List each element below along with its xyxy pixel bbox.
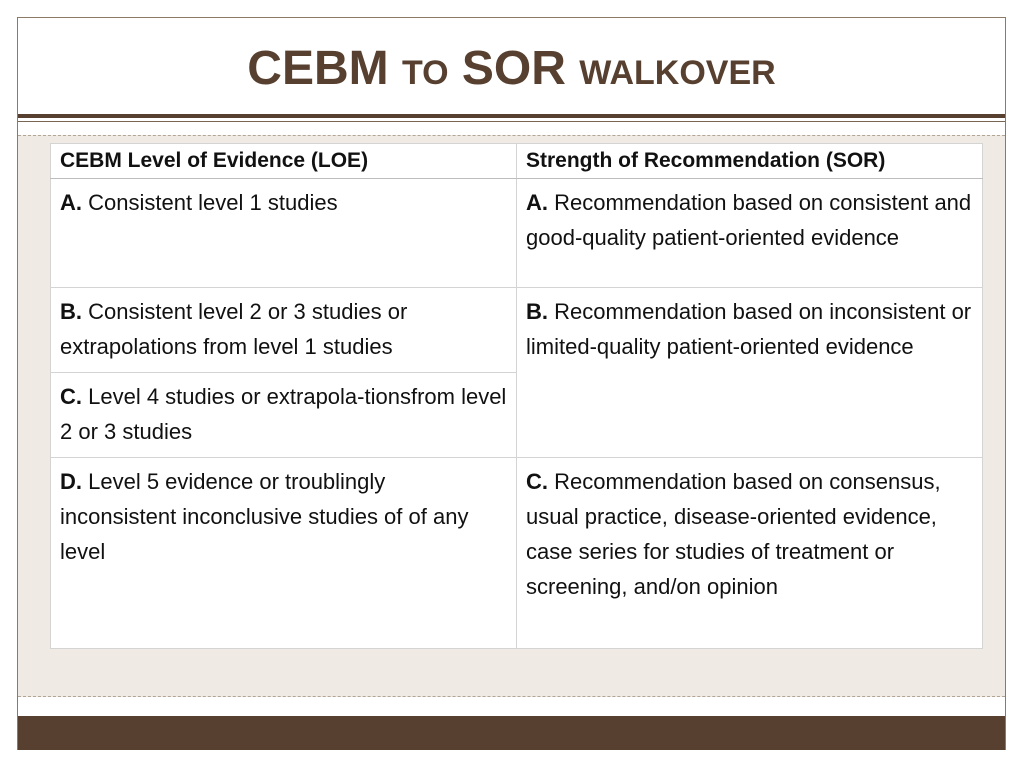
loe-letter-c: C. — [60, 384, 82, 409]
title-word-to: TO — [401, 54, 449, 92]
title-word-walkover: WALKOVER — [579, 54, 776, 92]
loe-text-d: Level 5 evidence or troublingly inconsistent inconclusive studies of of any level — [60, 469, 469, 564]
sor-cell-a — [517, 179, 983, 288]
slide-title — [247, 39, 775, 93]
table-row — [51, 458, 983, 649]
title-word-sor: SOR — [461, 42, 566, 95]
sor-letter-a: A. — [526, 190, 548, 215]
loe-sor-table — [50, 143, 983, 649]
footer-bar — [18, 716, 1005, 750]
loe-text-c: Level 4 studies or extrapola-tionsfrom level 2 or 3 studies — [60, 384, 507, 444]
header-loe: CEBM Level of Evidence (LOE) — [51, 144, 517, 179]
sor-letter-c: C. — [526, 469, 548, 494]
loe-letter-a: A. — [60, 190, 82, 215]
sor-cell-c — [517, 458, 983, 649]
loe-text-a: Consistent level 1 studies — [82, 190, 338, 215]
loe-letter-d: D. — [60, 469, 82, 494]
loe-cell-a — [51, 179, 517, 288]
sor-text-b: Recommendation based on inconsistent or limited-quality patient-oriented evidence — [526, 299, 972, 359]
sor-letter-b: B. — [526, 299, 548, 324]
loe-cell-b — [51, 288, 517, 373]
loe-cell-d — [51, 458, 517, 649]
loe-letter-b: B. — [60, 299, 82, 324]
title-word-cebm: CEBM — [247, 42, 389, 95]
title-divider-thick — [18, 114, 1005, 118]
header-sor: Strength of Recommendation (SOR) — [517, 144, 983, 179]
sor-text-a: Recommendation based on consistent and good-quality patient-oriented evidence — [526, 190, 972, 250]
sor-cell-b — [517, 288, 983, 458]
title-divider-thin — [18, 121, 1005, 122]
sor-text-c: Recommendation based on consensus, usual practice, disease-oriented evidence, case series for studies of treatment or screening, and/on opinion — [526, 469, 941, 599]
table-row — [51, 179, 983, 288]
loe-cell-c — [51, 373, 517, 458]
table-row — [51, 288, 983, 373]
loe-text-b: Consistent level 2 or 3 studies or extrapolations from level 1 studies — [60, 299, 408, 359]
title-area — [18, 18, 1005, 114]
table-header-row — [51, 144, 983, 179]
